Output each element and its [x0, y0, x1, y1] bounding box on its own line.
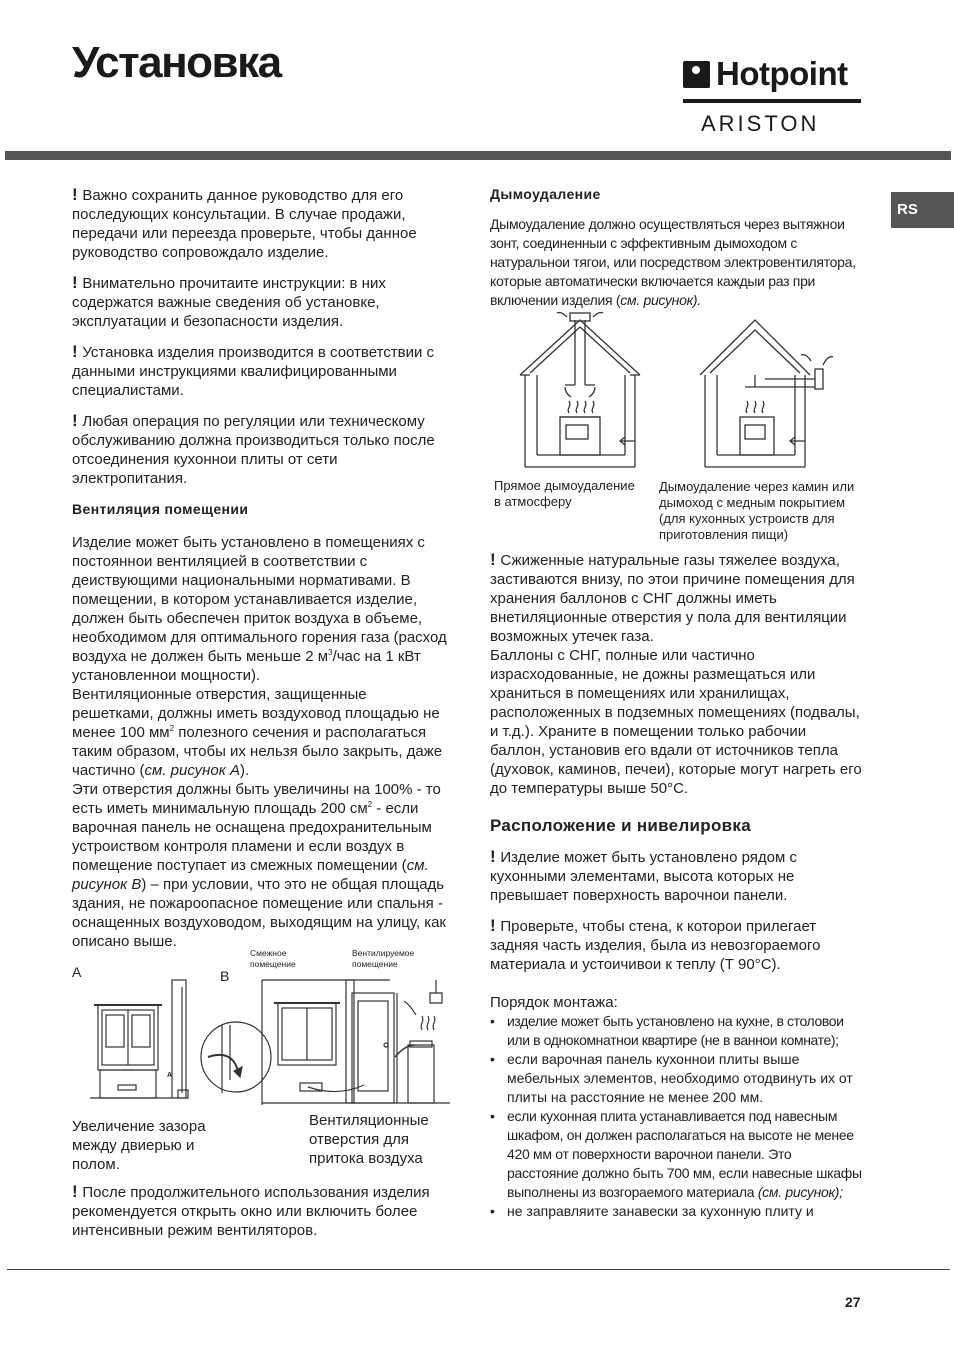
positioning-section — [490, 847, 865, 1221]
list-item: • не заправляите занавески за кухонную плиту и — [490, 1202, 865, 1221]
left-column — [72, 185, 447, 951]
language-tab: RS — [891, 192, 954, 228]
list-item: • если варочная панель кухоннои плиты выше мебельных элементов, необходимо отодвинуть их от плиты на расстояние не менее 200 мм. — [490, 1050, 865, 1107]
header-divider — [5, 151, 951, 160]
figure-b-label: B — [220, 968, 230, 984]
ventilation-text-1: Изделие может быть установлено в помещениях с постояннои вентиляцией в соответствии с деиствующими национальными нормативами. В помещении, в котором устанавливается изделие, должен быть обеспечен приток воздуха в объеме, необходимом для оптимального горения газа (расход воздуха не должен быть меньше 2 $м^3$/час на 1 кВт установленнои мощности). — [72, 534, 447, 684]
caption-chimney-extraction: Дымоудаление через камин или дымоход с медным покрытием (для кухонных устроиств для приготовления пищи) — [659, 479, 855, 542]
smoke-heading: Дымоудаление — [490, 186, 601, 202]
list-item: • изделие может быть установлено на кухне, в столовои или в однокомнатнои квартире (не в ваннои комнате); — [490, 1012, 865, 1050]
page-title: Установка — [72, 38, 281, 87]
positioning-heading: Расположение и нивелировка — [490, 816, 751, 835]
brand-logo — [683, 55, 865, 137]
ventilated-room-label: Вентилируемое помещение — [352, 948, 415, 969]
ventilation-heading: Вентиляция помещении — [72, 501, 249, 517]
caption-vent-openings: Вентиляционные отверстия для притока воздуха — [309, 1112, 429, 1167]
footer-divider — [7, 1269, 950, 1270]
adjacent-room-label: Смежное помещение — [250, 948, 296, 969]
smoke-extraction-figure — [505, 305, 865, 475]
warning-2: ! Внимательно прочитаите инструкции: в них содержатся важные сведения об установке, эксплуатации и безопасности изделия. — [72, 273, 386, 330]
brand-name: Hotpoint — [716, 55, 848, 92]
positioning-warning-2: ! Проверьте, чтобы стена, к которои прилегает задняя часть изделия, была из невозгораемого материала и устоичивои к теплу (Т 90°С). — [490, 916, 821, 973]
caption-direct-extraction: Прямое дымоудаление в атмосферу — [494, 478, 635, 509]
ventilation-text-2: Вентиляционные отверстия, защищенные решетками, должны иметь воздуховод площадью не менее 100 $мм^2$ полезного сечения и располагаться таким образом, чтобы их нельзя было закрыть, даже частично (см. рисунок А). — [72, 686, 443, 779]
lpg-section — [490, 550, 865, 798]
brand-sub: ARISTON — [701, 111, 820, 136]
figure-a-small-label: A — [167, 1072, 173, 1079]
positioning-warning-1: ! Изделие может быть установлено рядом с кухонными элементами, высота которых не превышает поверхность варочнои панели. — [490, 847, 797, 904]
installation-order-label: Порядок монтажа: — [490, 994, 618, 1011]
hotpoint-logo-icon — [683, 61, 710, 88]
lpg-warning: ! Сжиженные натуральные газы тяжелее воздуха, застиваются внизу, по этои причине помещения для хранения баллонов с СНГ должны иметь внетиляционные отверстия у пола для вентиляции возможных утечек газа. — [490, 550, 855, 645]
ventilation-text-3: Эти отверстия должны быть увеличины на 100% - то есть иметь минимальную площадь 200 $см^2$ - если варочная панель не оснащена предохранительным устроиством контроля пламени и если воздух в помещение поступает из смежных помещении (см. рисунок В) – при условии, что это не общая площадь здания, не пожароопасное помещение или спальня - оснащенных воздуховодом, выходящим на улицу, как описано выше. — [72, 781, 446, 950]
lpg-text: Баллоны с СНГ, полные или частично израсходованные, не дожны размещаться или храниться в помещениях или хранилищах, расположенных в подземных помещениях (подвалы, и т.д.). Храните в помещении только рабочии баллон, установив его вдали от источников тепла (духовок, каминов, печеи), которые могут нагреть его до температуры выше 50°С. — [490, 647, 862, 797]
final-warning: ! После продолжительного использования изделия рекомендуется открыть окно или включить более интенсивныи режим вентиляторов. — [72, 1182, 430, 1239]
warning-4: ! Любая операция по регуляции или техническому обслуживанию должна производиться только после отсоединения кухоннои плиты от сети электропитания. — [72, 411, 435, 487]
page-number: 27 — [845, 1294, 861, 1310]
list-item: • если кухонная плита устанавливается под навесным шкафом, он должен располагаться на высоте не менее 420 мм от поверхности варочнои панели. Это расстояние должно быть 700 мм, если навесные шкафы выполнены из возгораемого материала (см. рисунок); — [490, 1107, 865, 1202]
smoke-text: Дымоудаление должно осуществляться через вытяжнои зонт, соединенныи с эффективным дымоходом с натуральнои тягои, или посредством электровентилятора, которые автоматически включается каждыи раз при включении изделия (см. рисунок). — [490, 216, 856, 308]
ventilation-figure — [90, 975, 450, 1110]
logo-divider — [683, 99, 861, 103]
caption-door-gap: Увеличение зазора между двиерью и полом. — [72, 1118, 206, 1173]
installation-list — [490, 1012, 865, 1221]
figure-a-label: A — [72, 964, 82, 980]
warning-1: ! Важно сохранить данное руководство для его последующих консультации. В случае продажи, передачи или переезда проверьте, чтобы данное руководство сопровождало изделие. — [72, 185, 417, 261]
warning-3: ! Установка изделия производится в соответствии с данными инструкциями квалифицированными специалистами. — [72, 342, 435, 399]
